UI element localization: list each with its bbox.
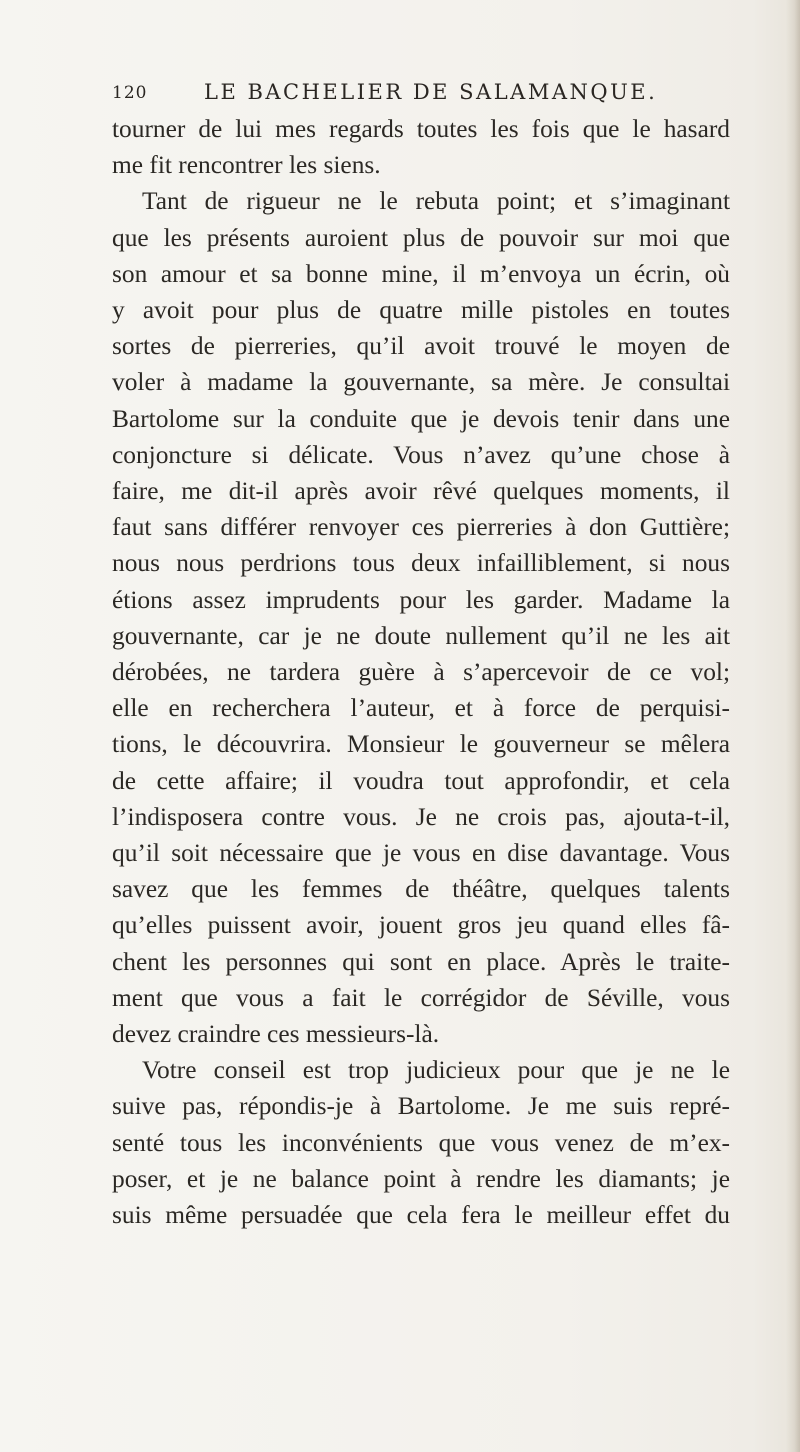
text-line: que les présents auroient plus de pouvoir sur moi que [112, 223, 730, 252]
text-line: ment que vous a fait le corrégidor de Séville, vous [112, 983, 730, 1012]
text-line: tions, le découvrira. Monsieur le gouverneur se mêlera [112, 730, 730, 759]
text-line: faut sans différer renvoyer ces pierreries à don Guttière; [112, 513, 730, 542]
paragraph [112, 183, 730, 1052]
running-title: LE BACHELIER DE SALAMANQUE. [204, 80, 658, 104]
paragraph [112, 1052, 730, 1233]
text-line: devez craindre ces messieurs-là. [112, 1020, 440, 1049]
text-line: y avoit pour plus de quatre mille pistoles en toutes [112, 296, 730, 325]
text-line: senté tous les inconvénients que vous venez de m’ex- [112, 1128, 730, 1157]
text-line: tourner de lui mes regards toutes les fois que le hasard [112, 115, 730, 143]
text-line: suive pas, répondis-je à Bartolome. Je me suis repré- [112, 1092, 730, 1121]
page-edge-shadow [786, 0, 800, 1452]
text-line: suis même persuadée que cela fera le meilleur effet du [112, 1201, 730, 1230]
text-line: savez que les femmes de théâtre, quelques talents [112, 875, 730, 904]
page-number: 120 [112, 83, 148, 103]
text-line-content: Tant de rigueur ne le rebuta point; et s’imaginant [142, 187, 730, 216]
text-line: étions assez imprudents pour les garder. Madame la [112, 585, 730, 614]
text-line: Bartolome sur la conduite que je devois tenir dans une [112, 404, 730, 433]
text-line: voler à madame la gouvernante, sa mère. Je consultai [112, 368, 730, 397]
text-line: sortes de pierreries, qu’il avoit trouvé le moyen de [112, 332, 730, 361]
text-line: me fit rencontrer les siens. [112, 151, 381, 180]
page-header [112, 80, 732, 110]
text-line: poser, et je ne balance point à rendre les diamants; je [112, 1164, 730, 1193]
text-line: conjoncture si délicate. Vous n’avez qu’une chose à [112, 440, 730, 469]
body-text [112, 111, 730, 1233]
text-line [112, 183, 730, 219]
text-line: chent les personnes qui sont en place. Après le traite- [112, 947, 730, 976]
text-line: l’indisposera contre vous. Je ne crois pas, ajouta-t-il, [112, 802, 730, 831]
text-line: elle en recherchera l’auteur, et à force de perquisi- [112, 694, 730, 723]
text-line: son amour et sa bonne mine, il m’envoya un écrin, où [112, 259, 730, 288]
text-line [112, 1052, 730, 1088]
text-line: nous nous perdrions tous deux infailliblement, si nous [112, 549, 730, 578]
paragraph [112, 111, 730, 183]
text-line-content: Votre conseil est trop judicieux pour que je ne le [142, 1056, 730, 1085]
text-line: gouvernante, car je ne doute nullement qu’il ne les ait [112, 621, 730, 650]
text-line: dérobées, ne tardera guère à s’apercevoir de ce vol; [112, 658, 730, 687]
text-line: qu’il soit nécessaire que je vous en dise davantage. Vous [112, 839, 730, 868]
text-line: de cette affaire; il voudra tout approfondir, et cela [112, 766, 730, 795]
text-line: faire, me dit-il après avoir rêvé quelques moments, il [112, 477, 730, 506]
text-line: qu’elles puissent avoir, jouent gros jeu quand elles fâ- [112, 911, 730, 940]
